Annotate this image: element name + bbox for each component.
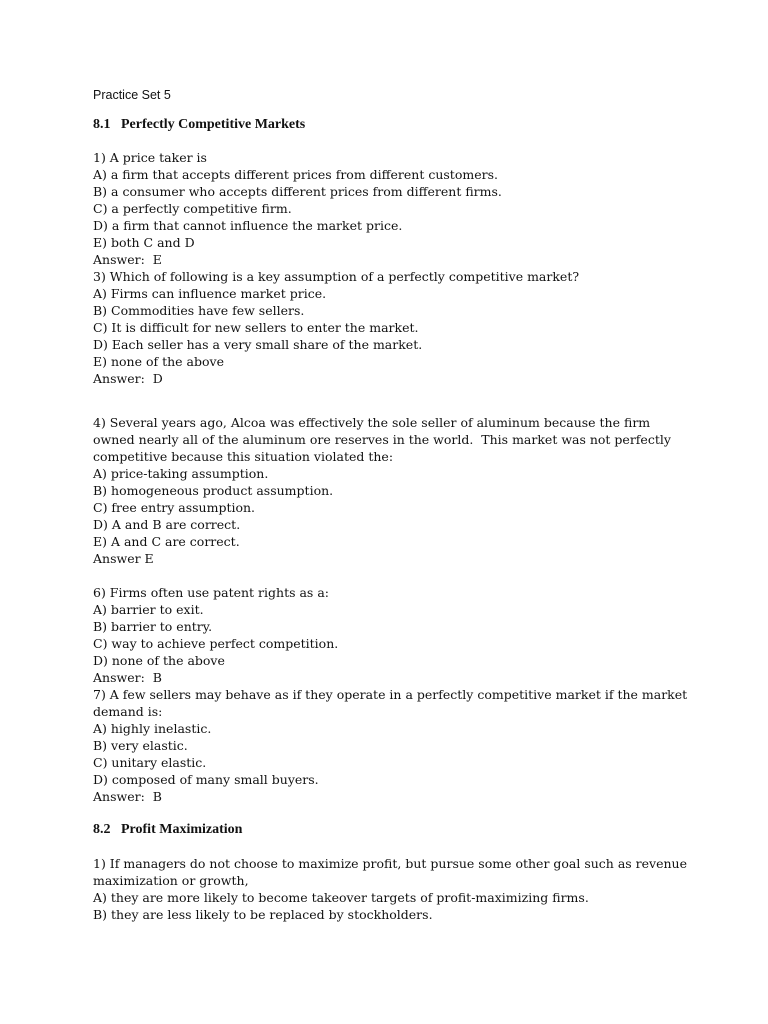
text-line: C) unitary elastic. xyxy=(93,755,207,770)
text-line: 6) Firms often use patent rights as a: xyxy=(93,585,329,600)
text-line: 4) Several years ago, Alcoa was effectively the sole seller of aluminum because the firm xyxy=(93,415,651,430)
text-line: 7) A few sellers may behave as if they operate in a perfectly competitive market if the market xyxy=(93,687,688,702)
text-line: B) barrier to entry. xyxy=(93,619,213,634)
text-line: A) barrier to exit. xyxy=(93,602,204,617)
text-line: C) a perfectly competitive firm. xyxy=(93,201,292,216)
text-line: maximization or growth, xyxy=(93,873,249,888)
text-line: 3) Which of following is a key assumption of a perfectly competitive market? xyxy=(93,269,580,284)
text-line: B) very elastic. xyxy=(93,738,188,753)
text-line: C) It is difficult for new sellers to enter the market. xyxy=(93,320,419,335)
text-line: D) Each seller has a very small share of the market. xyxy=(93,337,423,352)
text-line: Answer: D xyxy=(93,371,163,386)
question-block xyxy=(93,149,683,387)
text-line: B) homogeneous product assumption. xyxy=(93,483,334,498)
text-line: D) A and B are correct. xyxy=(93,517,241,532)
text-line: B) a consumer who accepts different prices from different firms. xyxy=(93,184,502,199)
text-line: Answer E xyxy=(93,551,154,566)
text-line: A) highly inelastic. xyxy=(93,721,212,736)
text-line: Answer: E xyxy=(93,252,162,267)
text-line: C) free entry assumption. xyxy=(93,500,256,515)
question-block xyxy=(93,855,688,923)
text-line: E) A and C are correct. xyxy=(93,534,240,549)
text-line: competitive because this situation violated the: xyxy=(93,449,394,464)
text-line: E) both C and D xyxy=(93,235,195,250)
text-line: 1) A price taker is xyxy=(93,150,207,165)
question-block xyxy=(93,414,683,567)
text-line: E) none of the above xyxy=(93,354,224,369)
question-block xyxy=(93,584,688,805)
text-line: B) they are less likely to be replaced by stockholders. xyxy=(93,907,433,922)
text-line: demand is: xyxy=(93,704,163,719)
text-line: A) price-taking assumption. xyxy=(93,466,269,481)
text-line: D) a firm that cannot influence the market price. xyxy=(93,218,403,233)
text-line: A) they are more likely to become takeover targets of profit-maximizing firms. xyxy=(93,890,589,905)
text-line: A) a firm that accepts different prices from different customers. xyxy=(93,167,498,182)
text-line: D) composed of many small buyers. xyxy=(93,772,319,787)
section-heading-8-1: 8.1 Perfectly Competitive Markets xyxy=(93,117,306,132)
text-line: A) Firms can influence market price. xyxy=(93,286,327,301)
text-line: Answer: B xyxy=(93,789,162,804)
text-line: B) Commodities have few sellers. xyxy=(93,303,305,318)
text-line: owned nearly all of the aluminum ore reserves in the world. This market was not perfectly xyxy=(93,432,671,447)
document-title: Practice Set 5 xyxy=(93,88,171,102)
text-line: D) none of the above xyxy=(93,653,225,668)
text-line: 1) If managers do not choose to maximize profit, but pursue some other goal such as revenue xyxy=(93,856,688,871)
section-heading-8-2: 8.2 Profit Maximization xyxy=(93,822,243,837)
text-line: Answer: B xyxy=(93,670,162,685)
text-line: C) way to achieve perfect competition. xyxy=(93,636,339,651)
